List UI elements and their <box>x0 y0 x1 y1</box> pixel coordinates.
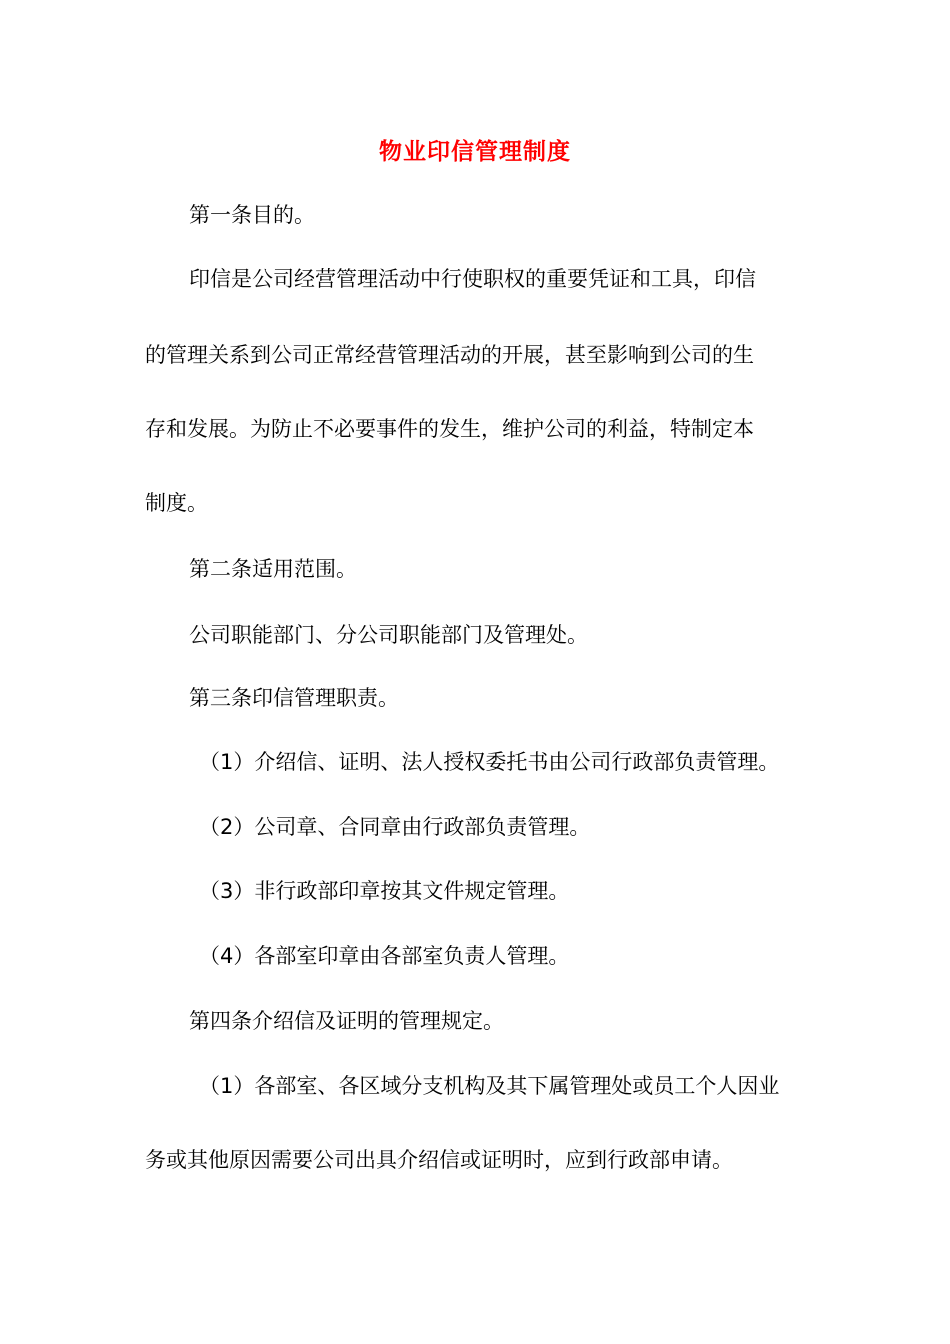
article4-item1-line2: 务或其他原因需要公司出具介绍信或证明时，应到行政部申请。 <box>145 1148 733 1172</box>
article1-heading: 第一条目的。 <box>189 203 315 227</box>
article3-item: （3）非行政部印章按其文件规定管理。 <box>199 879 570 903</box>
article1-body-line2: 的管理关系到公司正常经营管理活动的开展，甚至影响到公司的生 <box>145 343 754 367</box>
article4-heading: 第四条介绍信及证明的管理规定。 <box>189 1009 504 1033</box>
document-title: 物业印信管理制度 <box>379 139 571 165</box>
article2-heading: 第二条适用范围。 <box>189 557 357 581</box>
article1-body-line3: 存和发展。为防止不必要事件的发生，维护公司的利益，特制定本 <box>145 417 754 441</box>
article1-body-line1: 印信是公司经营管理活动中行使职权的重要凭证和工具，印信 <box>189 267 756 291</box>
article3-item: （1）介绍信、证明、法人授权委托书由公司行政部负责管理。 <box>199 750 780 774</box>
article4-item1-line1: （1）各部室、各区域分支机构及其下属管理处或员工个人因业 <box>199 1074 780 1098</box>
article3-item: （2）公司章、合同章由行政部负责管理。 <box>199 815 591 839</box>
article2-body: 公司职能部门、分公司职能部门及管理处。 <box>189 623 588 647</box>
article3-heading: 第三条印信管理职责。 <box>189 686 399 710</box>
article3-item: （4）各部室印章由各部室负责人管理。 <box>199 944 570 968</box>
article1-body-line4: 制度。 <box>145 491 208 515</box>
